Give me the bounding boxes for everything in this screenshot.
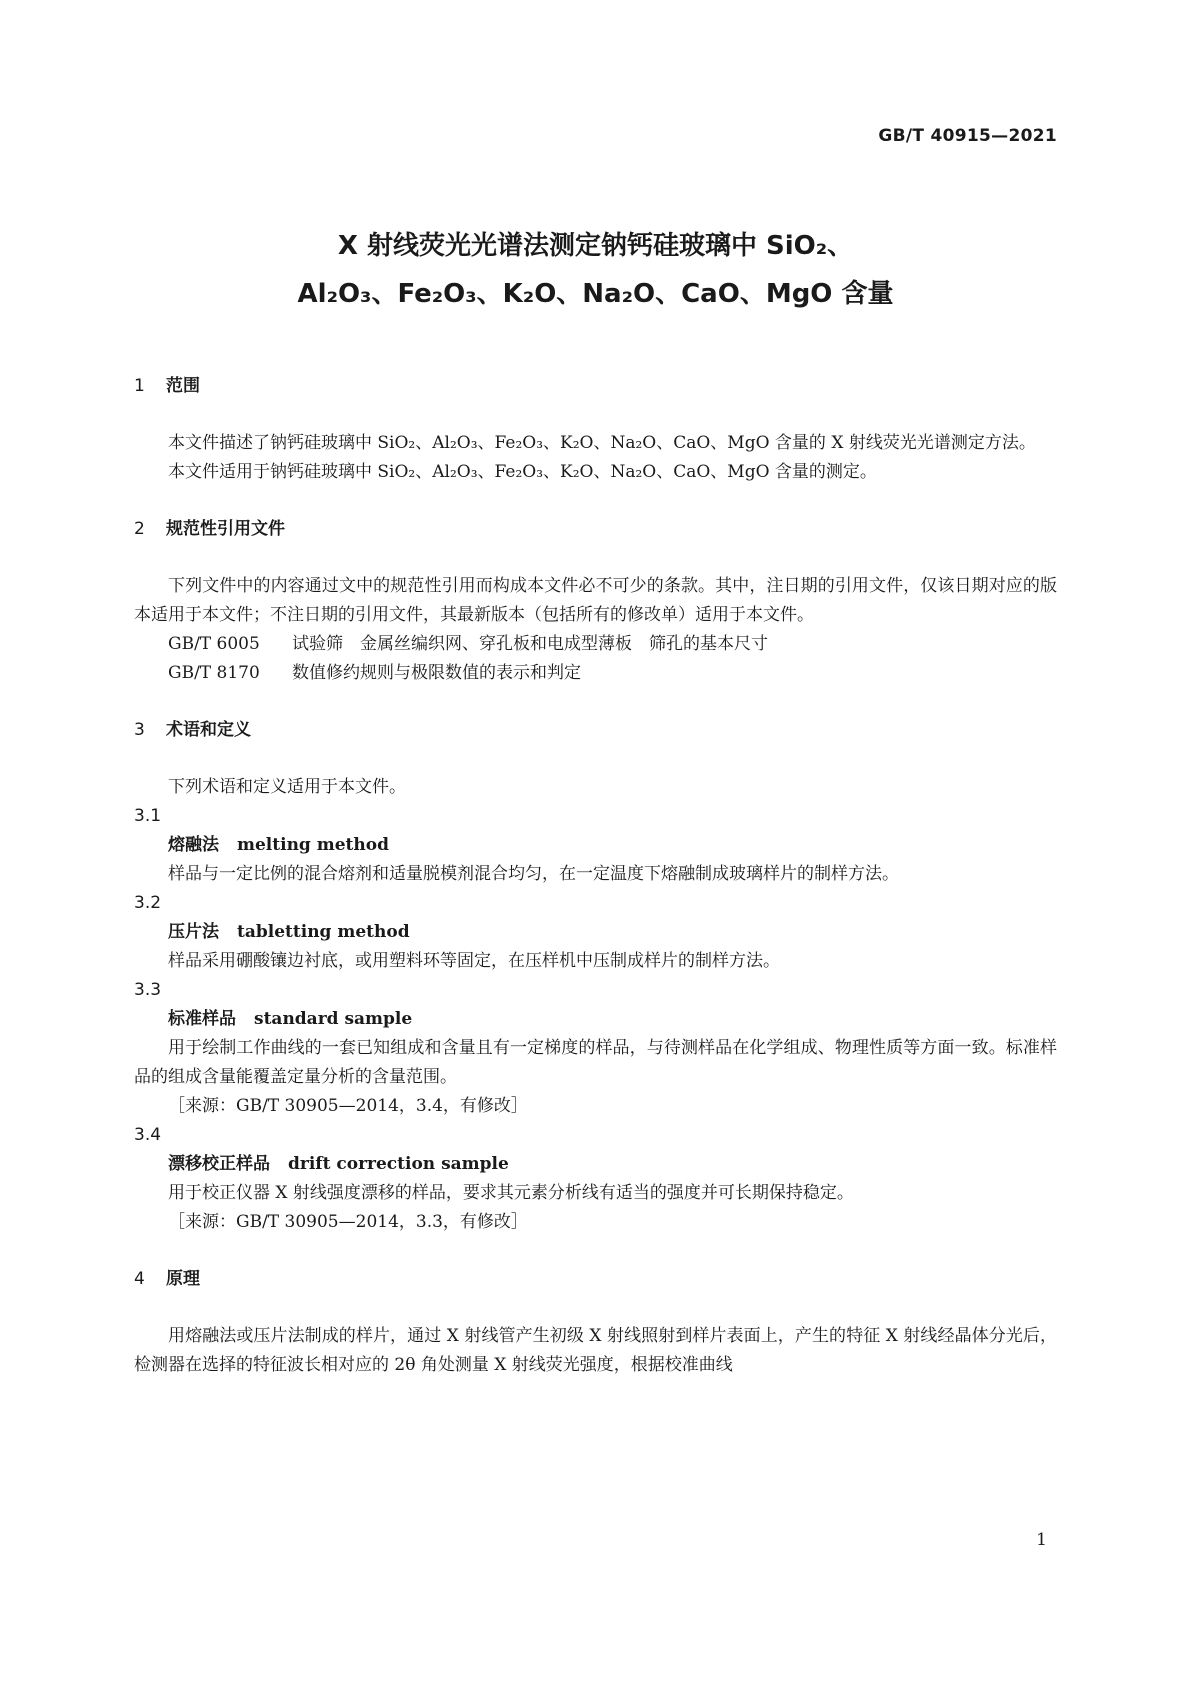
section-heading xyxy=(134,372,1057,401)
section-number: 3 xyxy=(134,720,145,740)
section-number: 1 xyxy=(134,376,145,396)
term-name-cn: 压片法 xyxy=(168,922,219,942)
paragraph: 用熔融法或压片法制成的样片，通过 X 射线管产生初级 X 射线照射到样片表面上，产生的特征 X 射线经晶体分光后，检测器在选择的特征波长相对应的 2θ 角处测量 X 射线荧光强度，根据校准曲线 xyxy=(134,1326,1057,1375)
term-number: 3.3 xyxy=(134,980,162,1000)
section-title: 术语和定义 xyxy=(166,720,251,740)
term-definition: 样品与一定比例的混合熔剂和适量脱模剂混合均匀，在一定温度下熔融制成玻璃样片的制样方法。 xyxy=(168,864,899,884)
term-definition: 样品采用硼酸镶边衬底，或用塑料环等固定，在压样机中压制成样片的制样方法。 xyxy=(168,951,780,971)
section-heading xyxy=(134,515,1057,544)
page-number: 1 xyxy=(1036,1530,1047,1550)
term-source: ［来源：GB/T 30905—2014，3.4，有修改］ xyxy=(168,1096,528,1116)
standard-code: GB/T 40915—2021 xyxy=(878,126,1057,146)
paragraph: 下列术语和定义适用于本文件。 xyxy=(168,777,406,797)
paragraph: 下列文件中的内容通过文中的规范性引用而构成本文件必不可少的条款。其中，注日期的引用文件，仅该日期对应的版本适用于本文件；不注日期的引用文件，其最新版本（包括所有的修改单）适用于本文件。 xyxy=(134,576,1057,625)
title-line-1: X 射线荧光光谱法测定钠钙硅玻璃中 SiO₂、 xyxy=(337,231,854,261)
section-title: 规范性引用文件 xyxy=(166,519,285,539)
term-number: 3.2 xyxy=(134,893,162,913)
term-name-en: tabletting method xyxy=(237,922,410,942)
term-definition: 用于绘制工作曲线的一套已知组成和含量且有一定梯度的样品，与待测样品在化学组成、物理性质等方面一致。标准样品的组成含量能覆盖定量分析的含量范围。 xyxy=(134,1038,1057,1087)
term-number: 3.4 xyxy=(134,1125,162,1145)
term-name-cn: 熔融法 xyxy=(168,835,219,855)
term-name-cn: 标准样品 xyxy=(168,1009,236,1029)
normative-reference xyxy=(134,659,1057,688)
normative-reference xyxy=(134,630,1057,659)
section-number: 2 xyxy=(134,519,145,539)
term-name xyxy=(134,1150,1057,1179)
title-line-2: Al₂O₃、Fe₂O₃、K₂O、Na₂O、CaO、MgO 含量 xyxy=(297,279,894,309)
reference-title: 试验筛 金属丝编织网、穿孔板和电成型薄板 筛孔的基本尺寸 xyxy=(292,634,768,654)
term-number: 3.1 xyxy=(134,806,162,826)
section-heading xyxy=(134,1265,1057,1294)
term-name-en: drift correction sample xyxy=(288,1154,509,1174)
term-source: ［来源：GB/T 30905—2014，3.3，有修改］ xyxy=(168,1212,528,1232)
document-body xyxy=(134,372,1057,1380)
section-heading xyxy=(134,716,1057,745)
term-name xyxy=(134,918,1057,947)
reference-code: GB/T 8170 xyxy=(168,663,260,683)
term-name xyxy=(134,1005,1057,1034)
term-name xyxy=(134,831,1057,860)
term-name-cn: 漂移校正样品 xyxy=(168,1154,270,1174)
section-number: 4 xyxy=(134,1269,145,1289)
paragraph: 本文件描述了钠钙硅玻璃中 SiO₂、Al₂O₃、Fe₂O₃、K₂O、Na₂O、CaO、MgO 含量的 X 射线荧光光谱测定方法。 xyxy=(168,433,1036,453)
term-name-en: melting method xyxy=(237,835,389,855)
term-definition: 用于校正仪器 X 射线强度漂移的样品，要求其元素分析线有适当的强度并可长期保持稳定。 xyxy=(168,1183,854,1203)
reference-title: 数值修约规则与极限数值的表示和判定 xyxy=(292,663,581,683)
document-title xyxy=(0,222,1191,318)
section-title: 范围 xyxy=(166,376,200,396)
section-title: 原理 xyxy=(166,1269,200,1289)
reference-code: GB/T 6005 xyxy=(168,634,260,654)
term-name-en: standard sample xyxy=(254,1009,413,1029)
paragraph: 本文件适用于钠钙硅玻璃中 SiO₂、Al₂O₃、Fe₂O₃、K₂O、Na₂O、CaO、MgO 含量的测定。 xyxy=(168,462,877,482)
